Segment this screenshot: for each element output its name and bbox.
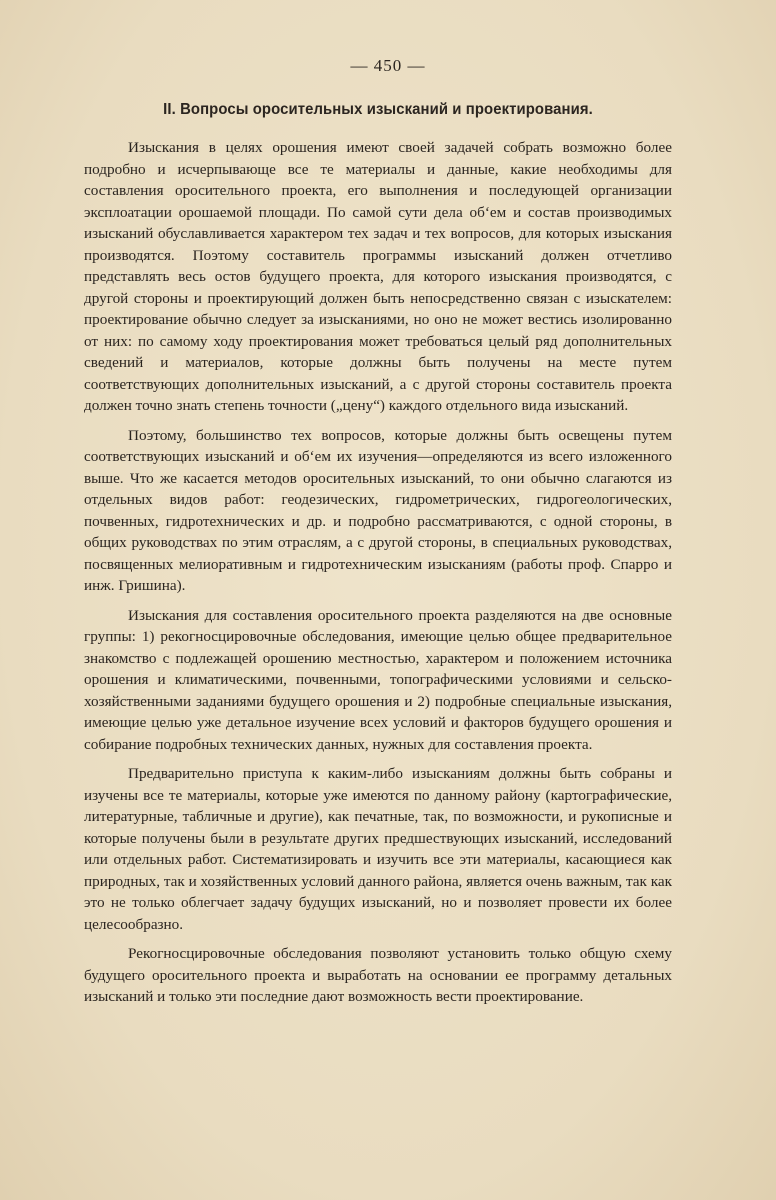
paragraph-1: Изыскания в целях орошения имеют своей задачей собрать возможно более подробно и исчерпывающе все те материалы и данные, какие необходимы для составления оросительного проекта, его выполнения и последующей организации эксплоатации орошаемой площади. По самой сути дела об‘ем и состав производимых изысканий обуславливается характером тех задач и тех вопросов, для которых изыскания производятся. Поэтому составитель программы изысканий должен отчетливо представлять весь остов будущего проекта, для которого изыскания производятся, с другой стороны и проектирующий должен быть непосредственно связан с изыскателем: проектирование обычно следует за изысканиями, но оно не может вестись изолированно от них: по самому ходу проектирования может требоваться целый ряд дополнительных сведений и материалов, которые должны быть получены на месте путем соответствующих дополнительных изысканий, а с другой стороны составитель проекта должен точно знать степень точности („цену“) каждого отдельного вида изысканий. xyxy=(84,139,672,414)
page-number: — 450 — xyxy=(350,56,426,75)
paragraph-2: Поэтому, большинство тех вопросов, которые должны быть освещены путем соответствующих изысканий и об‘ем их изучения—определяются из всего изложенного выше. Что же касается методов оросительных изысканий, то они обычно слагаются из отдельных видов работ: геодезических, гидрометрических, гидрогеологических, почвенных, гидротехнических и др. и подробно рассматриваются, с одной стороны, в общих руководствах по этим отраслям, а с другой стороны, в специальных руководствах, посвященных мелиоративным и гидротехническим изысканиям (работы проф. Спарро и инж. Гришина). xyxy=(84,426,672,594)
paragraph-3: Изыскания для составления оросительного проекта разделяются на две основные группы: 1) рекогносцировочные обследования, имеющие целью общее предварительное знакомство с подлежащей орошению местностью, характером и положением источника орошения и климатическими, почвенными, топографическими условиями и сельско-хозяйственными заданиями будущего орошения и 2) подробные специальные изыскания, имеющие целью уже детальное изучение всех условий и факторов будущего орошения и собирание подробных технических данных, нужных для составления проекта. xyxy=(84,606,672,753)
body-text xyxy=(84,137,672,1016)
paragraph-4: Предварительно приступа к каким-либо изысканиям должны быть собраны и изучены все те материалы, которые уже имеются по данному району (картографические, литературные, табличные и другие), как печатные, так, по возможности, и рукописные и которые получены были в результате других предшествующих изысканий, исследований или отдельных работ. Систематизировать и изучить все эти материалы, касающиеся как природных, так и хозяйственных условий данного района, является очень важным, так как это не только облегчает задачу будущих изысканий, но и позволяет провести их более целесообразно. xyxy=(84,765,672,933)
paragraph-5: Рекогносцировочные обследования позволяют установить только общую схему будущего оросительного проекта и выработать на основании ее программу детальных изысканий и только эти последние дают возможность вести проектирование. xyxy=(84,945,672,1005)
section-heading: II. Вопросы оросительных изысканий и проектирования. xyxy=(163,101,593,118)
